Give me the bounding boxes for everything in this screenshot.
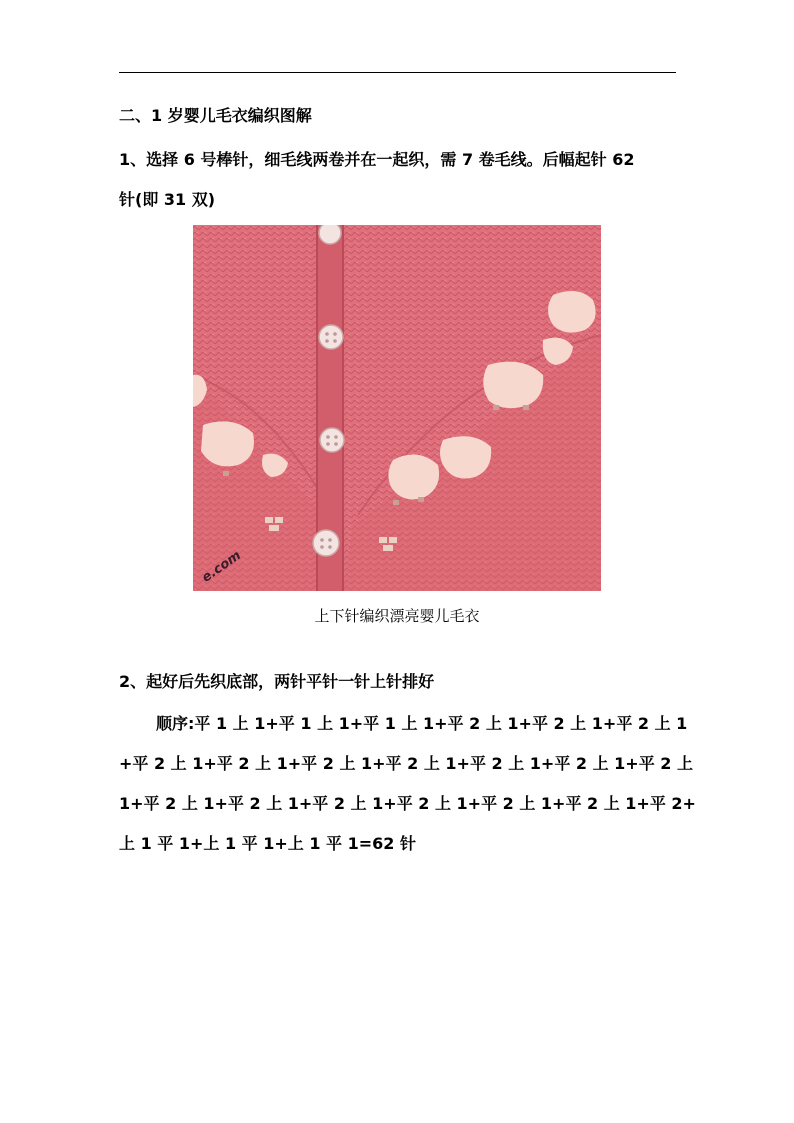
step-1-paragraph	[119, 140, 679, 220]
order-line-4: 上 1 平 1+上 1 平 1+上 1 平 1=62 针	[119, 834, 416, 853]
step-2-title: 2、起好后先织底部，两针平针一针上针排好	[119, 672, 435, 691]
sweater-photo	[193, 225, 601, 591]
photo-caption: 上下针编织漂亮婴儿毛衣	[314, 607, 480, 625]
knitted-sweater-illustration	[193, 225, 601, 591]
button-3	[320, 428, 344, 452]
order-line-2: +平 2 上 1+平 2 上 1+平 2 上 1+平 2 上 1+平 2 上 1+平 2 上 1+平 2 上	[119, 754, 693, 773]
order-line-3: 1+平 2 上 1+平 2 上 1+平 2 上 1+平 2 上 1+平 2 上 1+平 2 上 1+平 2+	[119, 794, 696, 813]
order-text-1: 平 1 上 1+平 1 上 1+平 1 上 1+平 2 上 1+平 2 上 1+平 2 上 1	[194, 714, 688, 733]
order-line-1	[119, 704, 688, 744]
button-2	[319, 325, 343, 349]
watermark-text: e.com	[199, 548, 244, 586]
button-1	[319, 225, 341, 244]
step-1-line-2: 针(即 31 双)	[119, 190, 216, 209]
section-heading: 二、1 岁婴儿毛衣编织图解	[119, 106, 312, 125]
step-2-order	[119, 704, 696, 864]
step-1-line-1: 1、选择 6 号棒针，细毛线两卷并在一起织，需 7 卷毛线。后幅起针 62	[119, 150, 635, 169]
header-rule	[119, 72, 676, 73]
button-4	[313, 530, 339, 556]
order-label: 顺序:	[156, 714, 195, 733]
